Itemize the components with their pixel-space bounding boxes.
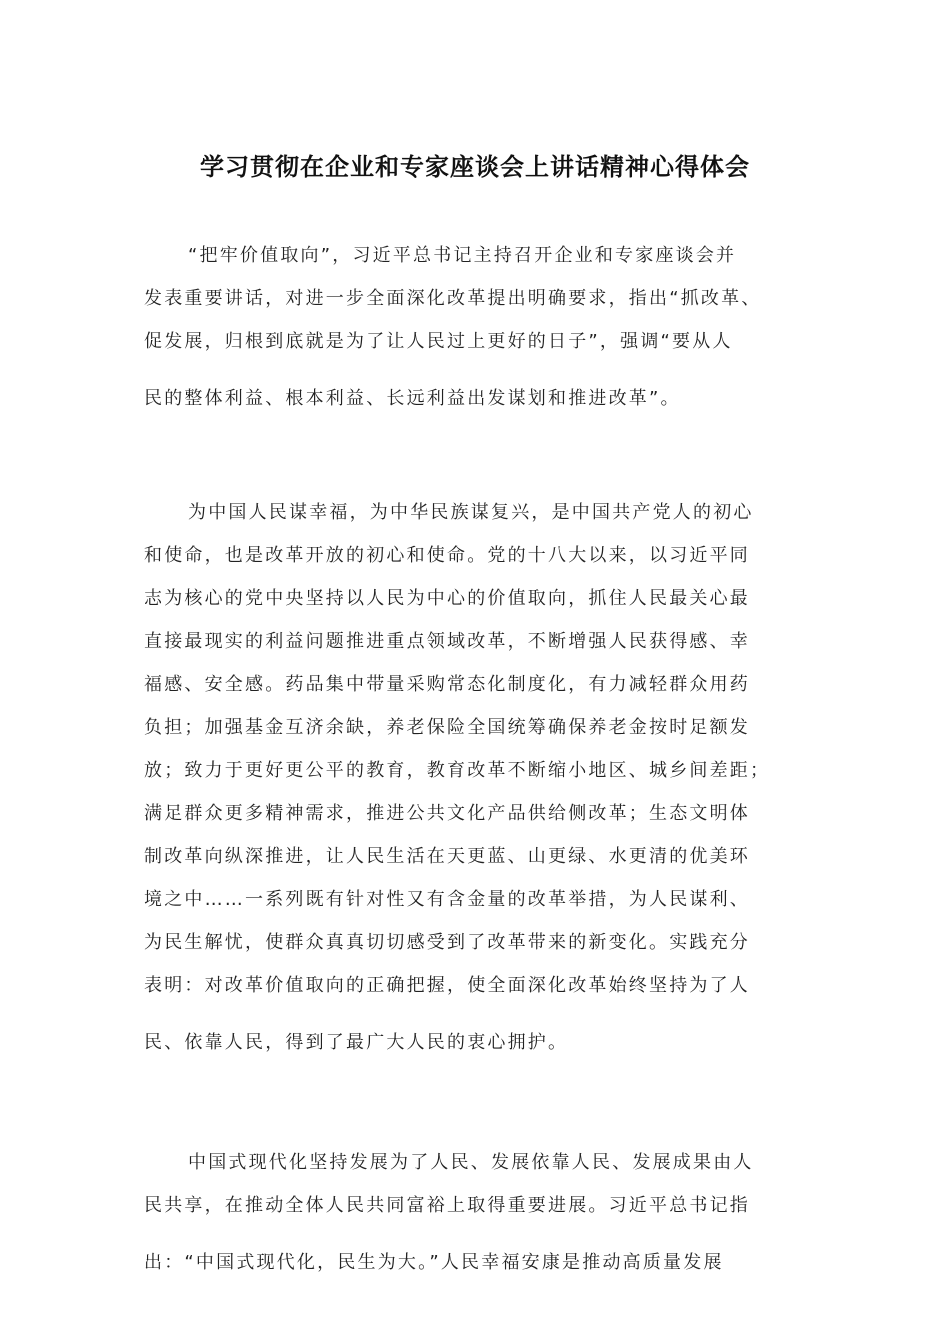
- paragraph-line: 促发展，归根到底就是为了让人民过上更好的日子”，强调“要从人: [144, 331, 733, 352]
- paragraph-line: 中国式现代化坚持发展为了人民、发展依靠人民、发展成果由人: [188, 1152, 754, 1173]
- paragraph-line: 为民生解忧，使群众真真切切感受到了改革带来的新变化。实践充分: [144, 932, 750, 953]
- paragraph-line: 和使命，也是改革开放的初心和使命。党的十八大以来，以习近平同: [144, 545, 750, 566]
- paragraph-line: 福感、安全感。药品集中带量采购常态化制度化，有力减轻群众用药: [144, 674, 750, 695]
- paragraph-line: 志为核心的党中央坚持以人民为中心的价值取向，抓住人民最关心最: [144, 588, 750, 609]
- paragraph-1: [144, 244, 804, 430]
- paragraph-line: “把牢价值取向”，习近平总书记主持召开企业和专家座谈会并: [188, 245, 737, 266]
- paragraph-line: 直接最现实的利益问题推进重点领域改革，不断增强人民获得感、幸: [144, 631, 750, 652]
- paragraph-line: 表明：对改革价值取向的正确把握，使全面深化改革始终坚持为了人: [144, 975, 750, 996]
- paragraph-line: 境之中……一系列既有针对性又有含金量的改革举措，为人民谋利、: [144, 889, 750, 910]
- paragraph-line: 民的整体利益、根本利益、长远利益出发谋划和推进改革”。: [144, 388, 681, 409]
- paragraph-line: 放；致力于更好更公平的教育，教育改革不断缩小地区、城乡间差距；: [144, 760, 771, 781]
- paragraph-line: 发表重要讲话，对进一步全面深化改革提出明确要求，指出“抓改革、: [144, 288, 762, 309]
- paragraph-line: 满足群众更多精神需求，推进公共文化产品供给侧改革；生态文明体: [144, 803, 750, 824]
- document-title: 学习贯彻在企业和专家座谈会上讲话精神心得体会: [200, 152, 750, 181]
- paragraph-line: 民共享，在推动全体人民共同富裕上取得重要进展。习近平总书记指: [144, 1195, 750, 1216]
- paragraph-line: 民、依靠人民，得到了最广大人民的衷心拥护。: [144, 1032, 569, 1053]
- paragraph-3: [144, 1151, 804, 1294]
- paragraph-line: 负担；加强基金互济余缺，养老保险全国统筹确保养老金按时足额发: [144, 717, 750, 738]
- paragraph-line: 为中国人民谋幸福，为中华民族谋复兴，是中国共产党人的初心: [188, 502, 754, 523]
- paragraph-line: 出：“中国式现代化，民生为大。”人民幸福安康是推动高质量发展: [144, 1252, 724, 1273]
- paragraph-2: [144, 501, 804, 1074]
- paragraph-line: 制改革向纵深推进，让人民生活在天更蓝、山更绿、水更清的优美环: [144, 846, 750, 867]
